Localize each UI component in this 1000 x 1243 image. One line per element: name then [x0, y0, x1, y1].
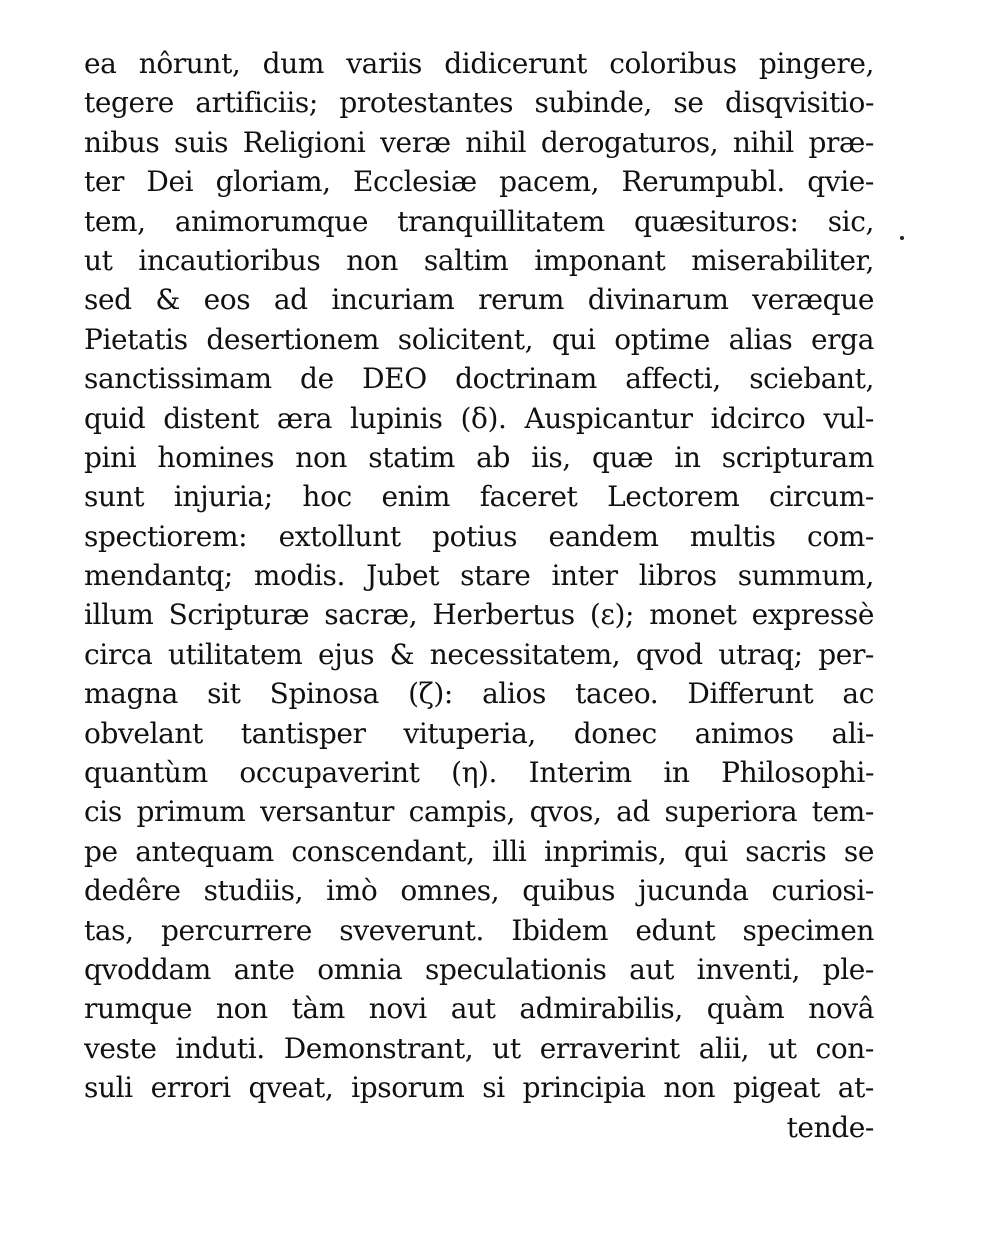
text-line: pini homines non statim ab iis, quæ in scripturam	[84, 440, 874, 474]
text-line: tem, animorumque tranquillitatem quæsituros: sic,	[84, 204, 874, 238]
text-line: pe antequam conscendant, illi inprimis, qui sacris se	[84, 834, 874, 868]
text-line: ut incautioribus non saltim imponant miserabiliter,	[84, 243, 874, 277]
text-line: nibus suis Religioni veræ nihil derogaturos, nihil præ-	[84, 125, 874, 159]
text-line: sanctissimam de DEO doctrinam affecti, sciebant,	[84, 362, 874, 396]
text-line: tas, percurrere sveverunt. Ibidem edunt specimen	[84, 913, 874, 947]
text-line: Pietatis desertionem solicitent, qui optime alias erga	[84, 322, 874, 356]
ink-speck	[900, 236, 904, 240]
body-text	[84, 44, 874, 1147]
text-line: spectiorem: extollunt potius eandem multis com-	[84, 519, 874, 553]
text-line: obvelant tantisper vituperia, donec animos ali-	[84, 716, 874, 750]
text-line: ea nôrunt, dum variis didicerunt coloribus pingere,	[84, 47, 874, 80]
text-line: veste induti. Demonstrant, ut erraverint alii, ut con-	[84, 1031, 874, 1065]
text-line: qvoddam ante omnia speculationis aut inventi, ple-	[84, 952, 874, 986]
text-line: rumque non tàm novi aut admirabilis, quàm novâ	[84, 992, 874, 1026]
text-line: quid distent æra lupinis (δ). Auspicantur idcirco vul-	[84, 401, 874, 435]
text-line: sed & eos ad incuriam rerum divinarum veræque	[84, 283, 874, 317]
catchword: tende-	[786, 1110, 874, 1144]
text-line: cis primum versantur campis, qvos, ad superiora tem-	[84, 795, 874, 829]
text-line: suli errori qveat, ipsorum si principia non pigeat at-	[84, 1071, 874, 1105]
text-line: quantùm occupaverint (η). Interim in Philosophi-	[84, 756, 874, 790]
text-line: circa utilitatem ejus & necessitatem, qvod utraq; per-	[84, 637, 874, 671]
text-line: illum Scripturæ sacræ, Herbertus (ε); monet expressè	[84, 598, 874, 632]
text-line: ter Dei gloriam, Ecclesiæ pacem, Rerumpubl. qvie-	[84, 165, 874, 199]
text-line: tegere artificiis; protestantes subinde, se disqvisitio-	[84, 86, 874, 120]
text-line: dedêre studiis, imò omnes, quibus jucunda curiosi-	[84, 874, 874, 908]
text-line: mendantq; modis. Jubet stare inter libros summum,	[84, 559, 874, 593]
text-line: magna sit Spinosa (ζ): alios taceo. Differunt ac	[84, 677, 874, 711]
text-line: sunt injuria; hoc enim faceret Lectorem circum-	[84, 480, 874, 514]
